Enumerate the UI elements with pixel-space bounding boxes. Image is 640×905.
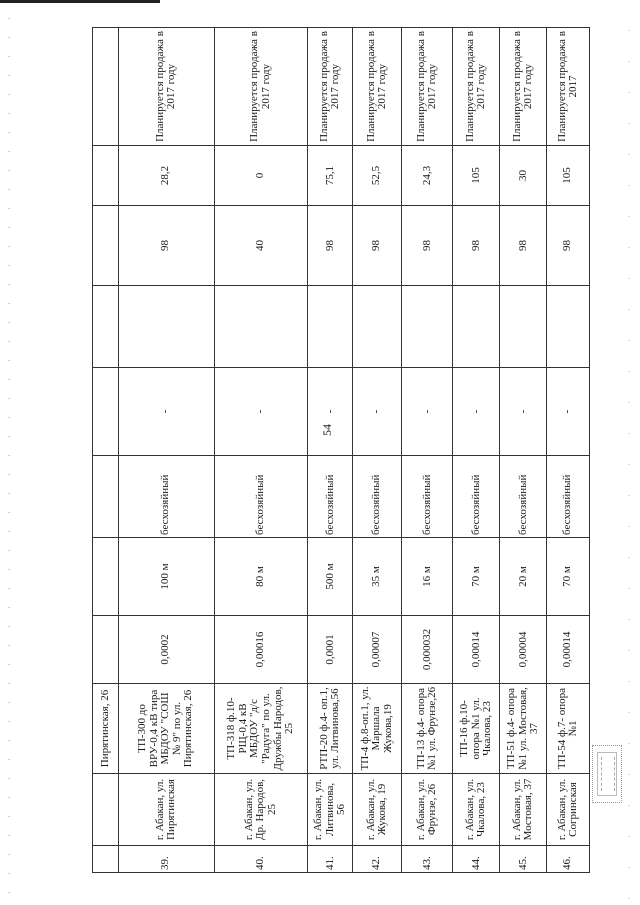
- row-number: 44.: [453, 846, 500, 873]
- dash-cell: -: [214, 368, 308, 456]
- value-cell: 28,2: [118, 146, 214, 206]
- length-m-cell: 100 м: [118, 538, 214, 616]
- length-km-cell: 0,0002: [118, 616, 214, 684]
- value-cell: 98: [353, 206, 402, 286]
- dash-cell: -: [353, 368, 402, 456]
- table-row: [353, 28, 402, 873]
- description-cell: ТП-300 до ВРУ-0,4 кВ тира МБДОУ "СОШ № 9" по ул. Пирятинская, 26: [118, 684, 214, 774]
- length-m-cell: 70 м: [453, 538, 500, 616]
- dash-cell: -: [453, 368, 500, 456]
- value-cell: 40: [214, 206, 308, 286]
- length-km-cell: 0,000032: [402, 616, 453, 684]
- length-km-cell: 0,00004: [500, 616, 547, 684]
- length-km-cell: 0,00014: [547, 616, 590, 684]
- description-cell: ТП-318 ф.10- РЩ-0,4 кВ МБДОУ "д/с "Радуга" по ул. Дружбы Народов, 25: [214, 684, 308, 774]
- value-cell: 98: [453, 206, 500, 286]
- property-table: [92, 27, 590, 873]
- description-cell: РТП-20 ф.4- оп.1, ул. Литвинова,56: [308, 684, 353, 774]
- description-cell: ТП-54 ф.7- опора №1: [547, 684, 590, 774]
- row-number: 45.: [500, 846, 547, 873]
- value-cell: 98: [118, 206, 214, 286]
- empty-cell: [353, 286, 402, 368]
- plan-cell: Планируется продажа в 2017 году: [453, 28, 500, 146]
- description-cell: ТП-16 ф.10- опора №1 ул. Чкалова, 23: [453, 684, 500, 774]
- address-cell: г. Абакан, ул. Фрунзе, 26: [402, 774, 453, 846]
- empty-cell: [402, 286, 453, 368]
- empty-cell: [214, 286, 308, 368]
- address-cell: г. Абакан, ул. Чкалова, 23: [453, 774, 500, 846]
- length-km-cell: 0,0001: [308, 616, 353, 684]
- value-cell: 98: [547, 206, 590, 286]
- rotated-table-wrapper: [92, 28, 590, 873]
- value-cell: 0: [214, 146, 308, 206]
- description-cell: ТП-4 ф.8-оп.1, ул. Маршала Жукова,19: [353, 684, 402, 774]
- owner-cell: бесхозяйный: [500, 456, 547, 538]
- owner-cell: бесхозяйный: [118, 456, 214, 538]
- table-row: [214, 28, 308, 873]
- empty-cell: [500, 286, 547, 368]
- stamp-inner: [597, 752, 617, 796]
- length-km-cell: 0,00016: [214, 616, 308, 684]
- dash-cell: -: [402, 368, 453, 456]
- length-m-cell: 35 м: [353, 538, 402, 616]
- description-cell: ТП-13 ф.4- опора №1 ул. Фрунзе,26: [402, 684, 453, 774]
- value-cell: 105: [547, 146, 590, 206]
- value-cell: 98: [402, 206, 453, 286]
- length-m-cell: 16 м: [402, 538, 453, 616]
- dash-cell: -: [500, 368, 547, 456]
- dash-cell: -: [547, 368, 590, 456]
- address-cell: г. Абакан, ул. Пирятинская: [118, 774, 214, 846]
- page-number: 54: [320, 424, 334, 436]
- value-cell: 105: [453, 146, 500, 206]
- value-cell: 24,3: [402, 146, 453, 206]
- length-m-cell: 70 м: [547, 538, 590, 616]
- table-row: [500, 28, 547, 873]
- row-number: 39.: [118, 846, 214, 873]
- owner-cell: бесхозяйный: [547, 456, 590, 538]
- length-km-cell: 0,00007: [353, 616, 402, 684]
- plan-cell: Планируется продажа в 2017 году: [402, 28, 453, 146]
- table-row: [402, 28, 453, 873]
- length-m-cell: 80 м: [214, 538, 308, 616]
- plan-cell: Планируется продажа в 2017 году: [214, 28, 308, 146]
- scan-edge-line: [0, 0, 160, 3]
- address-cell: г. Абакан, ул. Др. Народов, 25: [214, 774, 308, 846]
- value-cell: 52,5: [353, 146, 402, 206]
- table-row: [453, 28, 500, 873]
- length-km-cell: 0,00014: [453, 616, 500, 684]
- value-cell: 30: [500, 146, 547, 206]
- row-number: 42.: [353, 846, 402, 873]
- dash-cell: -: [308, 368, 353, 456]
- plan-cell: Планируется продажа в 2017 году: [308, 28, 353, 146]
- owner-cell: бесхозяйный: [308, 456, 353, 538]
- table-row: [118, 28, 214, 873]
- address-cell: г. Абакан, ул. Мостовая, 37: [500, 774, 547, 846]
- value-cell: 98: [500, 206, 547, 286]
- table-row: [547, 28, 590, 873]
- owner-cell: бесхозяйный: [353, 456, 402, 538]
- row-number: 43.: [402, 846, 453, 873]
- value-cell: 98: [308, 206, 353, 286]
- address-cell: г. Абакан, ул. Литвинова, 56: [308, 774, 353, 846]
- empty-cell: [118, 286, 214, 368]
- plan-cell: Планируется продажа в 2017 году: [500, 28, 547, 146]
- stamp-mark: [592, 745, 622, 803]
- plan-cell: Планируется продажа в 2017: [547, 28, 590, 146]
- length-m-cell: 20 м: [500, 538, 547, 616]
- scan-noise-right: [628, 0, 630, 905]
- empty-cell: [308, 286, 353, 368]
- carry-over-text: Пирятинская, 26: [93, 684, 119, 774]
- carry-over-row: [93, 28, 119, 873]
- description-cell: ТП-51 ф.4- опора №1 ул. Мостовая, 37: [500, 684, 547, 774]
- address-cell: г. Абакан, ул. Согринская: [547, 774, 590, 846]
- plan-cell: Планируется продажа в 2017 году: [353, 28, 402, 146]
- plan-cell: Планируется продажа в 2017 году: [118, 28, 214, 146]
- empty-cell: [547, 286, 590, 368]
- empty-cell: [453, 286, 500, 368]
- row-number: 41.: [308, 846, 353, 873]
- address-cell: г. Абакан, ул. Жукова, 19: [353, 774, 402, 846]
- owner-cell: бесхозяйный: [214, 456, 308, 538]
- scan-noise-left: [8, 0, 10, 905]
- row-number: 46.: [547, 846, 590, 873]
- value-cell: 75,1: [308, 146, 353, 206]
- owner-cell: бесхозяйный: [453, 456, 500, 538]
- length-m-cell: 500 м: [308, 538, 353, 616]
- table-row: [308, 28, 353, 873]
- owner-cell: бесхозяйный: [402, 456, 453, 538]
- dash-cell: -: [118, 368, 214, 456]
- row-number: 40.: [214, 846, 308, 873]
